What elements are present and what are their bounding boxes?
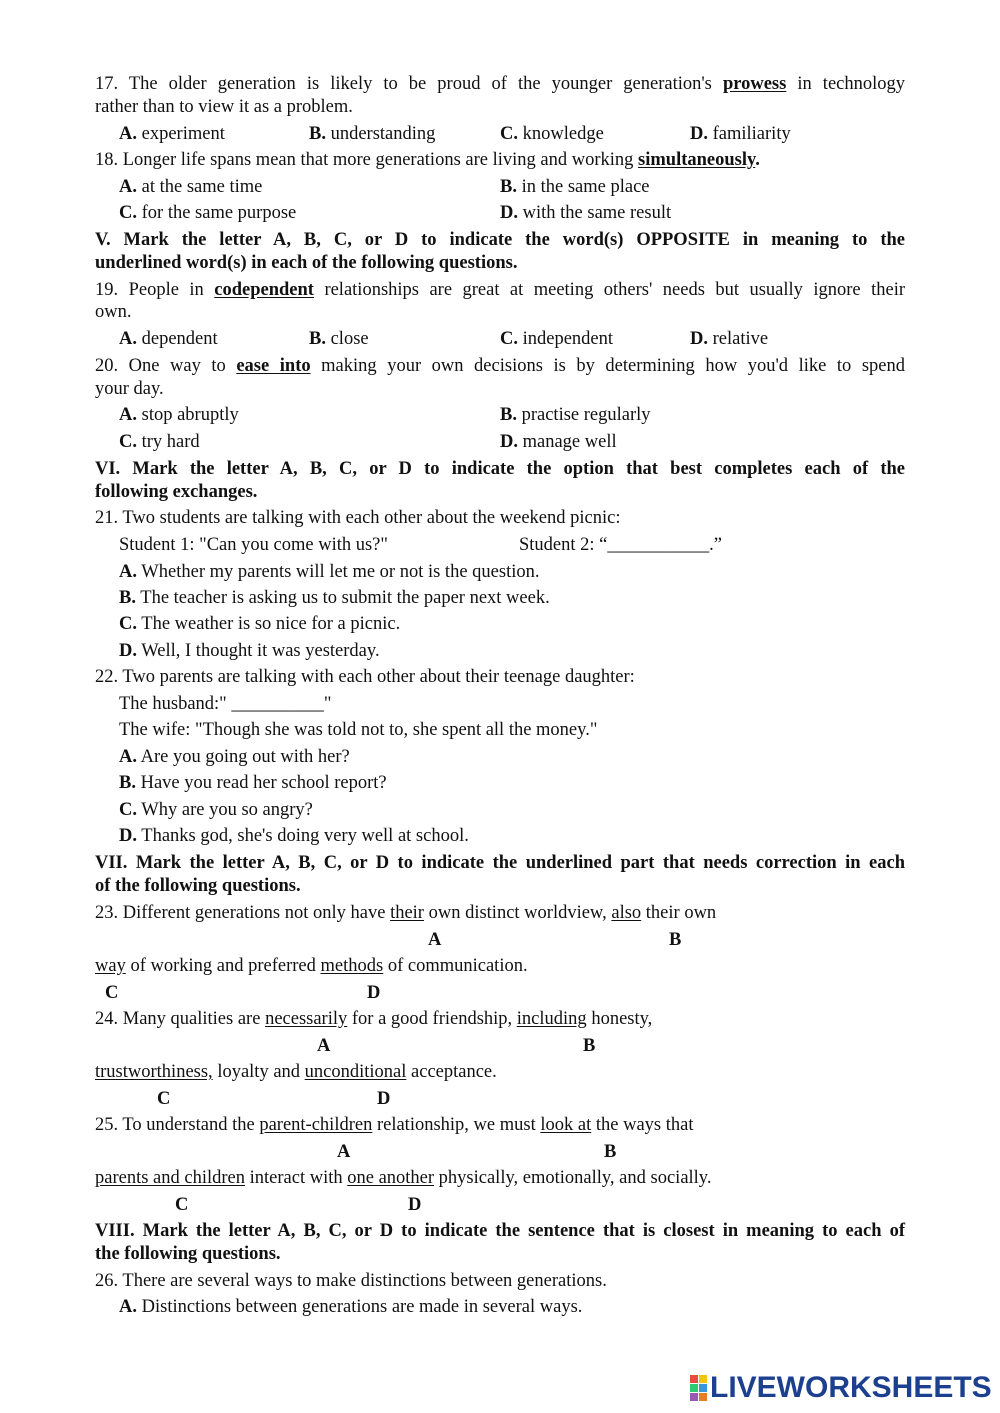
q24-mark-b: B	[583, 1036, 596, 1056]
q22-wife-line: The wife: "Though she was told not to, she spent all the money."	[119, 720, 598, 740]
q23-part-c[interactable]: way	[95, 956, 126, 976]
section-6-heading-line2: following exchanges.	[95, 482, 258, 502]
q21-student1: Student 1: "Can you come with us?"	[119, 535, 388, 555]
q23-part-a[interactable]: their	[390, 903, 424, 923]
logo-grid-icon	[690, 1375, 707, 1401]
q20-option-a[interactable]: A. stop abruptly	[119, 405, 239, 425]
q21-student2-blank: Student 2: “___________.”	[519, 535, 722, 555]
q17-option-c[interactable]: C. knowledge	[500, 124, 604, 144]
q24-line2: trustworthiness, loyalty and unconditional acceptance.	[95, 1062, 497, 1082]
q25-mark-b: B	[604, 1142, 617, 1162]
q18-option-c[interactable]: C. for the same purpose	[119, 203, 297, 223]
q19-option-c[interactable]: C. independent	[500, 329, 614, 349]
q25-part-a[interactable]: parent-children	[259, 1115, 373, 1135]
q19-line1: 19. People in codependent relationships are great at meeting others' needs but usually ignore their	[95, 280, 906, 300]
q22-option-c[interactable]: C. Why are you so angry?	[119, 800, 313, 820]
q17-option-a[interactable]: A. experiment	[119, 124, 225, 144]
q21-stem: 21. Two students are talking with each other about the weekend picnic:	[95, 508, 621, 528]
q25-mark-c: C	[175, 1195, 189, 1215]
q23-mark-c: C	[105, 983, 119, 1003]
q18-stem: 18. Longer life spans mean that more generations are living and working simultaneously.	[95, 150, 760, 170]
q24-part-c[interactable]: trustworthiness,	[95, 1062, 213, 1082]
q23-line1: 23. Different generations not only have their own distinct worldview, also their own	[95, 903, 717, 923]
section-7-heading-line1: VII. Mark the letter A, B, C, or D to indicate the underlined part that needs correction in each	[95, 853, 905, 873]
q26-option-a[interactable]: A. Distinctions between generations are made in several ways.	[119, 1297, 583, 1317]
q18-option-d[interactable]: D. with the same result	[500, 203, 672, 223]
q19-line2: own.	[95, 302, 132, 322]
logo-cell	[699, 1375, 707, 1383]
section-8-heading-line1: VIII. Mark the letter A, B, C, or D to indicate the sentence that is closest in meaning to each of	[95, 1221, 905, 1241]
q22-husband-line: The husband:" __________"	[119, 694, 332, 714]
q23-part-b[interactable]: also	[611, 903, 642, 923]
section-7-heading-line2: of the following questions.	[95, 876, 301, 896]
q25-mark-a: A	[337, 1142, 351, 1162]
q25-part-d[interactable]: one another	[347, 1168, 435, 1188]
section-6-heading-line1: VI. Mark the letter A, B, C, or D to indicate the option that best completes each of the	[95, 459, 905, 479]
logo-cell	[690, 1393, 698, 1401]
q22-option-a[interactable]: A. Are you going out with her?	[119, 747, 350, 767]
q25-line1: 25. To understand the parent-children relationship, we must look at the ways that	[95, 1115, 694, 1135]
q20-option-b[interactable]: B. practise regularly	[500, 405, 651, 425]
section-8-heading-line2: the following questions.	[95, 1244, 281, 1264]
q20-line1: 20. One way to ease into making your own decisions is by determining how you'd like to spend	[95, 356, 905, 376]
q24-mark-c: C	[157, 1089, 171, 1109]
q22-option-b[interactable]: B. Have you read her school report?	[119, 773, 387, 793]
logo-cell	[690, 1375, 698, 1383]
q21-option-a[interactable]: A. Whether my parents will let me or not is the question.	[119, 562, 540, 582]
q25-mark-d: D	[408, 1195, 422, 1215]
q24-part-a[interactable]: necessarily	[265, 1009, 348, 1029]
q19-key-word: codependent	[214, 280, 314, 300]
q17-option-b[interactable]: B. understanding	[309, 124, 436, 144]
liveworksheets-logo	[690, 1372, 992, 1404]
logo-cell	[690, 1384, 698, 1392]
q23-mark-b: B	[669, 930, 682, 950]
q25-part-b[interactable]: look at	[540, 1115, 592, 1135]
logo-text: LIVEWORKSHEETS	[710, 1371, 992, 1404]
q26-stem: 26. There are several ways to make distinctions between generations.	[95, 1271, 607, 1291]
q22-option-d[interactable]: D. Thanks god, she's doing very well at school.	[119, 826, 469, 846]
q17-option-d[interactable]: D. familiarity	[690, 124, 791, 144]
q24-line1: 24. Many qualities are necessarily for a good friendship, including honesty,	[95, 1009, 653, 1029]
q25-line2: parents and children interact with one another physically, emotionally, and socially.	[95, 1168, 712, 1188]
q25-part-c[interactable]: parents and children	[95, 1168, 245, 1188]
q23-mark-a: A	[428, 930, 442, 950]
q17-line2: rather than to view it as a problem.	[95, 97, 353, 117]
logo-cell	[699, 1384, 707, 1392]
q24-mark-a: A	[317, 1036, 331, 1056]
q22-stem: 22. Two parents are talking with each other about their teenage daughter:	[95, 667, 635, 687]
q23-line2: way of working and preferred methods of communication.	[95, 956, 528, 976]
q17-key-word: prowess	[722, 74, 787, 94]
q21-option-c[interactable]: C. The weather is so nice for a picnic.	[119, 614, 401, 634]
q21-option-b[interactable]: B. The teacher is asking us to submit the paper next week.	[119, 588, 550, 608]
q24-part-d[interactable]: unconditional	[304, 1062, 407, 1082]
q17-line1: 17. The older generation is likely to be proud of the younger generation's prowess in technology	[95, 74, 906, 94]
logo-cell	[699, 1393, 707, 1401]
q23-part-d[interactable]: methods	[320, 956, 384, 976]
q21-option-d[interactable]: D. Well, I thought it was yesterday.	[119, 641, 380, 661]
q24-mark-d: D	[377, 1089, 391, 1109]
q19-option-d[interactable]: D. relative	[690, 329, 769, 349]
q18-option-a[interactable]: A. at the same time	[119, 177, 263, 197]
q20-option-d[interactable]: D. manage well	[500, 432, 617, 452]
q19-option-a[interactable]: A. dependent	[119, 329, 218, 349]
section-5-heading-line2: underlined word(s) in each of the following questions.	[95, 253, 518, 273]
q18-option-b[interactable]: B. in the same place	[500, 177, 650, 197]
q18-key-word: simultaneously	[638, 150, 756, 170]
q23-mark-d: D	[367, 983, 381, 1003]
q20-line2: your day.	[95, 379, 164, 399]
q20-option-c[interactable]: C. try hard	[119, 432, 200, 452]
section-5-heading-line1: V. Mark the letter A, B, C, or D to indicate the word(s) OPPOSITE in meaning to the	[95, 230, 905, 250]
q24-part-b[interactable]: including	[516, 1009, 587, 1029]
q20-key-word: ease into	[236, 356, 311, 376]
q19-option-b[interactable]: B. close	[309, 329, 369, 349]
